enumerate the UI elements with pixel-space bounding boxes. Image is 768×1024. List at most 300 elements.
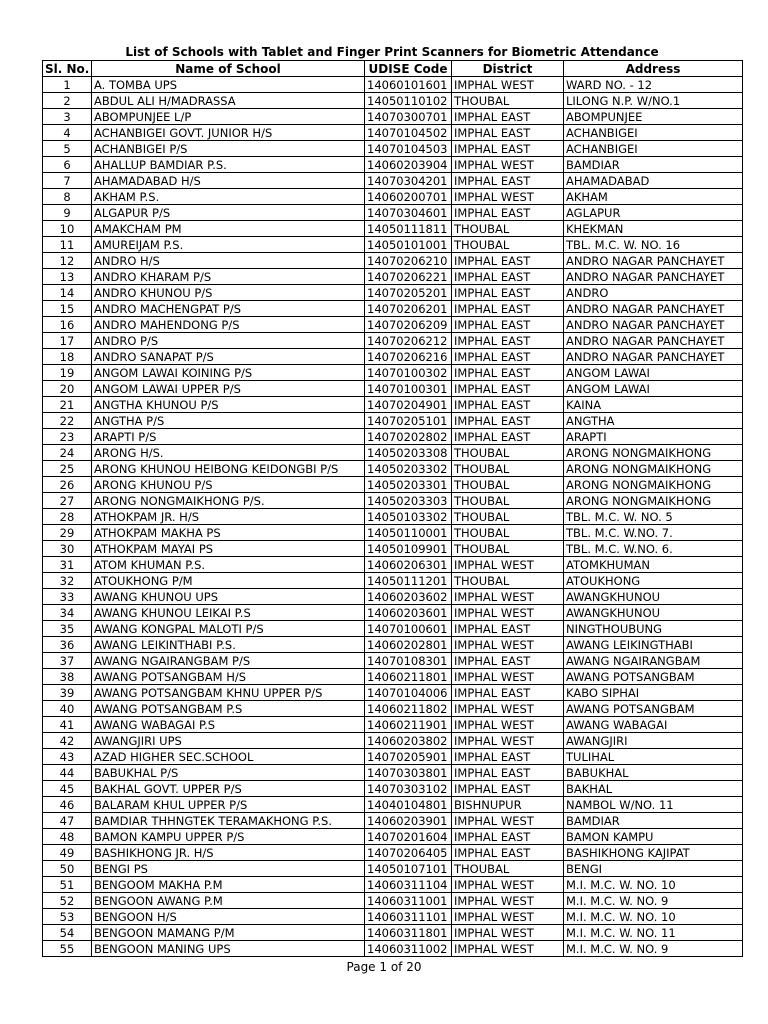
school-name-cell: ARONG NONGMAIKHONG P/S.	[92, 493, 365, 509]
address-cell: ACHANBIGEI	[564, 141, 743, 157]
table-row	[43, 861, 743, 877]
table-row	[43, 381, 743, 397]
district-cell: IMPHAL WEST	[452, 733, 564, 749]
sl-no-cell: 32	[43, 573, 92, 589]
table-row	[43, 877, 743, 893]
address-cell: TBL. M.C. W. NO. 5	[564, 509, 743, 525]
sl-no-cell: 15	[43, 301, 92, 317]
udise-code-cell: 14060311001	[365, 893, 452, 909]
sl-no-cell: 38	[43, 669, 92, 685]
district-cell: THOUBAL	[452, 493, 564, 509]
address-cell: ANDRO NAGAR PANCHAYET	[564, 253, 743, 269]
school-name-cell: AWANG KHUNOU LEIKAI P.S	[92, 605, 365, 621]
table-row	[43, 493, 743, 509]
school-name-cell: ANDRO SANAPAT P/S	[92, 349, 365, 365]
sl-no-cell: 9	[43, 205, 92, 221]
school-name-cell: AWANG KONGPAL MALOTI P/S	[92, 621, 365, 637]
school-name-cell: ACHANBIGEI GOVT. JUNIOR H/S	[92, 125, 365, 141]
school-name-cell: ATHOKPAM MAYAI PS	[92, 541, 365, 557]
sl-no-cell: 17	[43, 333, 92, 349]
district-cell: IMPHAL EAST	[452, 269, 564, 285]
udise-code-cell: 14060311104	[365, 877, 452, 893]
school-name-cell: ATHOKPAM MAKHA PS	[92, 525, 365, 541]
sl-no-cell: 53	[43, 909, 92, 925]
address-cell: M.I. M.C. W. NO. 11	[564, 925, 743, 941]
table-row	[43, 573, 743, 589]
district-cell: IMPHAL WEST	[452, 605, 564, 621]
table-row	[43, 717, 743, 733]
district-cell: IMPHAL WEST	[452, 893, 564, 909]
district-cell: THOUBAL	[452, 541, 564, 557]
column-header-udise: UDISE Code	[365, 61, 452, 77]
school-name-cell: BENGOON H/S	[92, 909, 365, 925]
table-row	[43, 653, 743, 669]
address-cell: AWANG POTSANGBAM	[564, 669, 743, 685]
sl-no-cell: 36	[43, 637, 92, 653]
udise-code-cell: 14060203802	[365, 733, 452, 749]
school-name-cell: ANGTHA KHUNOU P/S	[92, 397, 365, 413]
sl-no-cell: 30	[43, 541, 92, 557]
column-header-name: Name of School	[92, 61, 365, 77]
address-cell: AGLAPUR	[564, 205, 743, 221]
udise-code-cell: 14060206301	[365, 557, 452, 573]
district-cell: THOUBAL	[452, 461, 564, 477]
udise-code-cell: 14070304601	[365, 205, 452, 221]
district-cell: IMPHAL EAST	[452, 845, 564, 861]
table-row	[43, 893, 743, 909]
table-row	[43, 93, 743, 109]
table-row	[43, 333, 743, 349]
table-row	[43, 749, 743, 765]
district-cell: IMPHAL WEST	[452, 557, 564, 573]
district-cell: IMPHAL EAST	[452, 141, 564, 157]
school-name-cell: BENGI PS	[92, 861, 365, 877]
address-cell: ARAPTI	[564, 429, 743, 445]
district-cell: IMPHAL EAST	[452, 653, 564, 669]
address-cell: ARONG NONGMAIKHONG	[564, 493, 743, 509]
sl-no-cell: 24	[43, 445, 92, 461]
table-row	[43, 685, 743, 701]
address-cell: ARONG NONGMAIKHONG	[564, 445, 743, 461]
table-row	[43, 141, 743, 157]
district-cell: IMPHAL EAST	[452, 173, 564, 189]
page-number: Page 1 of 20	[346, 960, 422, 974]
sl-no-cell: 50	[43, 861, 92, 877]
sl-no-cell: 33	[43, 589, 92, 605]
district-cell: THOUBAL	[452, 477, 564, 493]
district-cell: IMPHAL EAST	[452, 765, 564, 781]
sl-no-cell: 23	[43, 429, 92, 445]
address-cell: M.I. M.C. W. NO. 9	[564, 941, 743, 957]
district-cell: IMPHAL EAST	[452, 621, 564, 637]
udise-code-cell: 14050109901	[365, 541, 452, 557]
district-cell: THOUBAL	[452, 509, 564, 525]
udise-code-cell: 14050203308	[365, 445, 452, 461]
address-cell: AKHAM	[564, 189, 743, 205]
sl-no-cell: 49	[43, 845, 92, 861]
address-cell: ANGOM LAWAI	[564, 365, 743, 381]
address-cell: AWANG POTSANGBAM	[564, 701, 743, 717]
address-cell: ARONG NONGMAIKHONG	[564, 477, 743, 493]
address-cell: ANGOM LAWAI	[564, 381, 743, 397]
district-cell: IMPHAL EAST	[452, 829, 564, 845]
district-cell: IMPHAL WEST	[452, 909, 564, 925]
table-row	[43, 605, 743, 621]
school-name-cell: AHALLUP BAMDIAR P.S.	[92, 157, 365, 173]
district-cell: IMPHAL WEST	[452, 813, 564, 829]
district-cell: IMPHAL WEST	[452, 637, 564, 653]
udise-code-cell: 14050203302	[365, 461, 452, 477]
sl-no-cell: 46	[43, 797, 92, 813]
school-name-cell: AWANG POTSANGBAM H/S	[92, 669, 365, 685]
school-name-cell: AWANG POTSANGBAM KHNU UPPER P/S	[92, 685, 365, 701]
district-cell: THOUBAL	[452, 445, 564, 461]
table-row	[43, 909, 743, 925]
sl-no-cell: 21	[43, 397, 92, 413]
udise-code-cell: 14070206209	[365, 317, 452, 333]
school-name-cell: AWANG POTSANGBAM P.S	[92, 701, 365, 717]
udise-code-cell: 14050203303	[365, 493, 452, 509]
address-cell: KHEKMAN	[564, 221, 743, 237]
sl-no-cell: 20	[43, 381, 92, 397]
sl-no-cell: 27	[43, 493, 92, 509]
school-name-cell: AWANG KHUNOU UPS	[92, 589, 365, 605]
district-cell: IMPHAL WEST	[452, 77, 564, 93]
address-cell: ACHANBIGEI	[564, 125, 743, 141]
udise-code-cell: 14070206405	[365, 845, 452, 861]
address-cell: LILONG N.P. W/NO.1	[564, 93, 743, 109]
address-cell: ATOMKHUMAN	[564, 557, 743, 573]
sl-no-cell: 44	[43, 765, 92, 781]
address-cell: BAKHAL	[564, 781, 743, 797]
school-name-cell: BENGOON MANING UPS	[92, 941, 365, 957]
table-row	[43, 557, 743, 573]
sl-no-cell: 26	[43, 477, 92, 493]
udise-code-cell: 14070303102	[365, 781, 452, 797]
udise-code-cell: 14070205901	[365, 749, 452, 765]
table-row	[43, 189, 743, 205]
table-row	[43, 925, 743, 941]
district-cell: IMPHAL EAST	[452, 333, 564, 349]
district-cell: THOUBAL	[452, 221, 564, 237]
sl-no-cell: 40	[43, 701, 92, 717]
district-cell: IMPHAL EAST	[452, 285, 564, 301]
table-row	[43, 461, 743, 477]
udise-code-cell: 14070100301	[365, 381, 452, 397]
table-row	[43, 637, 743, 653]
school-name-cell: BABUKHAL P/S	[92, 765, 365, 781]
table-body	[43, 77, 743, 957]
udise-code-cell: 14070104502	[365, 125, 452, 141]
sl-no-cell: 12	[43, 253, 92, 269]
address-cell: ABOMPUNJEE	[564, 109, 743, 125]
sl-no-cell: 42	[43, 733, 92, 749]
table-row	[43, 429, 743, 445]
address-cell: TBL. M.C. W.NO. 6.	[564, 541, 743, 557]
sl-no-cell: 2	[43, 93, 92, 109]
sl-no-cell: 10	[43, 221, 92, 237]
table-row	[43, 541, 743, 557]
table-row	[43, 621, 743, 637]
school-name-cell: ANDRO KHUNOU P/S	[92, 285, 365, 301]
sl-no-cell: 18	[43, 349, 92, 365]
udise-code-cell: 14070205201	[365, 285, 452, 301]
district-cell: IMPHAL WEST	[452, 157, 564, 173]
udise-code-cell: 14070202802	[365, 429, 452, 445]
sl-no-cell: 7	[43, 173, 92, 189]
school-name-cell: BENGOON AWANG P.M	[92, 893, 365, 909]
udise-code-cell: 14060200701	[365, 189, 452, 205]
district-cell: IMPHAL WEST	[452, 669, 564, 685]
udise-code-cell: 14050111201	[365, 573, 452, 589]
school-name-cell: BENGOOM MAKHA P.M	[92, 877, 365, 893]
udise-code-cell: 14070100601	[365, 621, 452, 637]
district-cell: IMPHAL EAST	[452, 317, 564, 333]
school-name-cell: ARONG KHUNOU P/S	[92, 477, 365, 493]
school-name-cell: ANDRO P/S	[92, 333, 365, 349]
sl-no-cell: 39	[43, 685, 92, 701]
address-cell: ANDRO NAGAR PANCHAYET	[564, 349, 743, 365]
table-row	[43, 125, 743, 141]
udise-code-cell: 14070104503	[365, 141, 452, 157]
sl-no-cell: 52	[43, 893, 92, 909]
school-name-cell: ANDRO H/S	[92, 253, 365, 269]
udise-code-cell: 14070206221	[365, 269, 452, 285]
address-cell: AHAMADABAD	[564, 173, 743, 189]
address-cell: BABUKHAL	[564, 765, 743, 781]
address-cell: M.I. M.C. W. NO. 10	[564, 909, 743, 925]
sl-no-cell: 16	[43, 317, 92, 333]
address-cell: TBL. M.C. W.NO. 7.	[564, 525, 743, 541]
district-cell: IMPHAL EAST	[452, 413, 564, 429]
address-cell: KAINA	[564, 397, 743, 413]
address-cell: ATOUKHONG	[564, 573, 743, 589]
udise-code-cell: 14050203301	[365, 477, 452, 493]
table-row	[43, 237, 743, 253]
school-name-cell: AHAMADABAD H/S	[92, 173, 365, 189]
table-row	[43, 509, 743, 525]
table-row	[43, 285, 743, 301]
school-name-cell: ATOM KHUMAN P.S.	[92, 557, 365, 573]
school-name-cell: ARONG KHUNOU HEIBONG KEIDONGBI P/S	[92, 461, 365, 477]
school-name-cell: AWANG NGAIRANGBAM P/S	[92, 653, 365, 669]
address-cell: AWANGJIRI	[564, 733, 743, 749]
school-name-cell: AZAD HIGHER SEC.SCHOOL	[92, 749, 365, 765]
district-cell: IMPHAL EAST	[452, 685, 564, 701]
sl-no-cell: 3	[43, 109, 92, 125]
district-cell: THOUBAL	[452, 525, 564, 541]
school-name-cell: ANDRO MACHENGPAT P/S	[92, 301, 365, 317]
address-cell: BASHIKHONG KAJIPAT	[564, 845, 743, 861]
table-row	[43, 765, 743, 781]
district-cell: IMPHAL WEST	[452, 925, 564, 941]
district-cell: IMPHAL EAST	[452, 381, 564, 397]
table-row	[43, 349, 743, 365]
district-cell: IMPHAL EAST	[452, 125, 564, 141]
district-cell: IMPHAL EAST	[452, 749, 564, 765]
address-cell: AWANGKHUNOU	[564, 605, 743, 621]
district-cell: IMPHAL WEST	[452, 189, 564, 205]
table-row	[43, 477, 743, 493]
district-cell: IMPHAL WEST	[452, 877, 564, 893]
school-name-cell: ABDUL ALI H/MADRASSA	[92, 93, 365, 109]
table-row	[43, 445, 743, 461]
udise-code-cell: 14070100302	[365, 365, 452, 381]
school-name-cell: BAKHAL GOVT. UPPER P/S	[92, 781, 365, 797]
address-cell: ANDRO NAGAR PANCHAYET	[564, 301, 743, 317]
table-row	[43, 941, 743, 957]
school-name-cell: ATHOKPAM JR. H/S	[92, 509, 365, 525]
district-cell: IMPHAL WEST	[452, 941, 564, 957]
school-name-cell: ANGOM LAWAI KOINING P/S	[92, 365, 365, 381]
sl-no-cell: 37	[43, 653, 92, 669]
address-cell: M.I. M.C. W. NO. 9	[564, 893, 743, 909]
sl-no-cell: 34	[43, 605, 92, 621]
sl-no-cell: 29	[43, 525, 92, 541]
address-cell: TBL. M.C. W. NO. 16	[564, 237, 743, 253]
udise-code-cell: 14050101001	[365, 237, 452, 253]
table-row	[43, 365, 743, 381]
address-cell: ANDRO NAGAR PANCHAYET	[564, 333, 743, 349]
table-row	[43, 525, 743, 541]
udise-code-cell: 14050111811	[365, 221, 452, 237]
table-row	[43, 157, 743, 173]
udise-code-cell: 14070206210	[365, 253, 452, 269]
sl-no-cell: 19	[43, 365, 92, 381]
district-cell: IMPHAL WEST	[452, 701, 564, 717]
table-row	[43, 317, 743, 333]
udise-code-cell: 14070201604	[365, 829, 452, 845]
udise-code-cell: 14070206212	[365, 333, 452, 349]
address-cell: AWANGKHUNOU	[564, 589, 743, 605]
table-row	[43, 829, 743, 845]
udise-code-cell: 14060202801	[365, 637, 452, 653]
table-header-row	[43, 61, 743, 77]
table-row	[43, 109, 743, 125]
udise-code-cell: 14070204901	[365, 397, 452, 413]
school-name-cell: ARAPTI P/S	[92, 429, 365, 445]
table-row	[43, 733, 743, 749]
table-row	[43, 253, 743, 269]
address-cell: BAMDIAR	[564, 157, 743, 173]
school-name-cell: BAMON KAMPU UPPER P/S	[92, 829, 365, 845]
table-row	[43, 413, 743, 429]
sl-no-cell: 47	[43, 813, 92, 829]
table-row	[43, 797, 743, 813]
school-name-cell: ATOUKHONG P/M	[92, 573, 365, 589]
udise-code-cell: 14070303801	[365, 765, 452, 781]
udise-code-cell: 14060211801	[365, 669, 452, 685]
table-row	[43, 813, 743, 829]
table-row	[43, 845, 743, 861]
column-header-district: District	[452, 61, 564, 77]
address-cell: BAMON KAMPU	[564, 829, 743, 845]
table-row	[43, 77, 743, 93]
sl-no-cell: 5	[43, 141, 92, 157]
udise-code-cell: 14060311002	[365, 941, 452, 957]
district-cell: THOUBAL	[452, 237, 564, 253]
address-cell: KABO SIPHAI	[564, 685, 743, 701]
school-name-cell: ARONG H/S.	[92, 445, 365, 461]
district-cell: IMPHAL EAST	[452, 397, 564, 413]
sl-no-cell: 35	[43, 621, 92, 637]
address-cell: ANDRO	[564, 285, 743, 301]
sl-no-cell: 13	[43, 269, 92, 285]
address-cell: ARONG NONGMAIKHONG	[564, 461, 743, 477]
district-cell: IMPHAL WEST	[452, 589, 564, 605]
district-cell: IMPHAL EAST	[452, 253, 564, 269]
sl-no-cell: 1	[43, 77, 92, 93]
udise-code-cell: 14060203904	[365, 157, 452, 173]
table-row	[43, 589, 743, 605]
district-cell: THOUBAL	[452, 861, 564, 877]
district-cell: IMPHAL EAST	[452, 349, 564, 365]
address-cell: M.I. M.C. W. NO. 10	[564, 877, 743, 893]
sl-no-cell: 25	[43, 461, 92, 477]
address-cell: TULIHAL	[564, 749, 743, 765]
udise-code-cell: 14060203601	[365, 605, 452, 621]
district-cell: IMPHAL WEST	[452, 717, 564, 733]
table-row	[43, 269, 743, 285]
udise-code-cell: 14060311801	[365, 925, 452, 941]
school-name-cell: BASHIKHONG JR. H/S	[92, 845, 365, 861]
sl-no-cell: 43	[43, 749, 92, 765]
school-name-cell: AMUREIJAM P.S.	[92, 237, 365, 253]
udise-code-cell: 14060211901	[365, 717, 452, 733]
address-cell: ANDRO NAGAR PANCHAYET	[564, 317, 743, 333]
school-name-cell: BENGOON MAMANG P/M	[92, 925, 365, 941]
sl-no-cell: 11	[43, 237, 92, 253]
udise-code-cell: 14050110001	[365, 525, 452, 541]
school-name-cell: ACHANBIGEI P/S	[92, 141, 365, 157]
district-cell: IMPHAL EAST	[452, 301, 564, 317]
table-row	[43, 781, 743, 797]
table-row	[43, 173, 743, 189]
sl-no-cell: 31	[43, 557, 92, 573]
sl-no-cell: 54	[43, 925, 92, 941]
sl-no-cell: 41	[43, 717, 92, 733]
sl-no-cell: 28	[43, 509, 92, 525]
district-cell: IMPHAL EAST	[452, 365, 564, 381]
district-cell: THOUBAL	[452, 93, 564, 109]
school-name-cell: ALGAPUR P/S	[92, 205, 365, 221]
sl-no-cell: 4	[43, 125, 92, 141]
district-cell: THOUBAL	[452, 573, 564, 589]
table-row	[43, 221, 743, 237]
address-cell: NINGTHOUBUNG	[564, 621, 743, 637]
schools-table	[42, 60, 743, 957]
address-cell: AWANG LEIKINGTHABI	[564, 637, 743, 653]
school-name-cell: A. TOMBA UPS	[92, 77, 365, 93]
table-row	[43, 301, 743, 317]
udise-code-cell: 14060203901	[365, 813, 452, 829]
sl-no-cell: 8	[43, 189, 92, 205]
udise-code-cell: 14070304201	[365, 173, 452, 189]
district-cell: IMPHAL EAST	[452, 781, 564, 797]
sl-no-cell: 48	[43, 829, 92, 845]
address-cell: NAMBOL W/NO. 11	[564, 797, 743, 813]
table-row	[43, 701, 743, 717]
udise-code-cell: 14070108301	[365, 653, 452, 669]
sl-no-cell: 14	[43, 285, 92, 301]
udise-code-cell: 14070206216	[365, 349, 452, 365]
document-title: List of Schools with Tablet and Finger Print Scanners for Biometric Attendance	[125, 45, 659, 59]
udise-code-cell: 14060211802	[365, 701, 452, 717]
udise-code-cell: 14070206201	[365, 301, 452, 317]
school-name-cell: BAMDIAR THHNGTEK TERAMAKHONG P.S.	[92, 813, 365, 829]
school-name-cell: ABOMPUNJEE L/P	[92, 109, 365, 125]
school-name-cell: AKHAM P.S.	[92, 189, 365, 205]
